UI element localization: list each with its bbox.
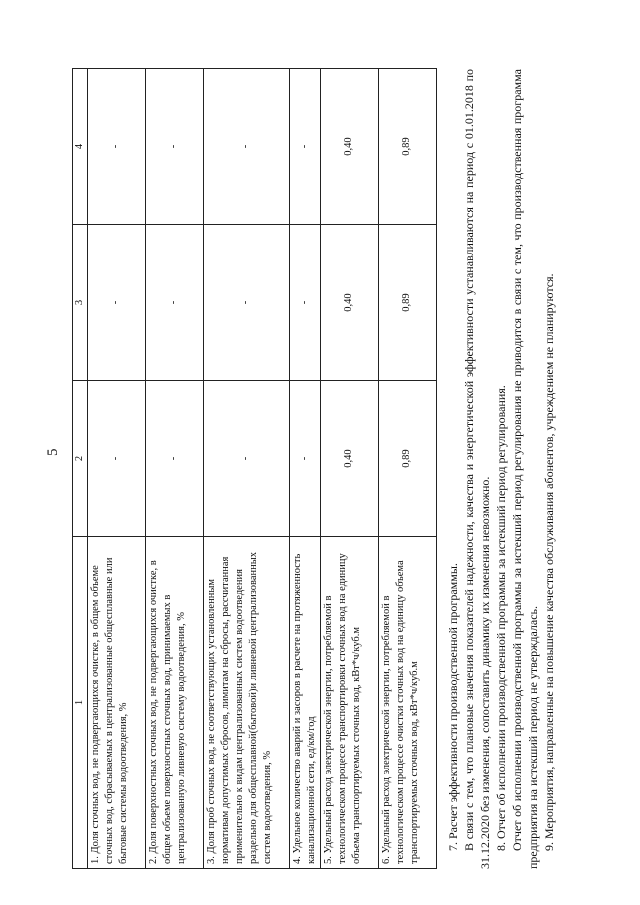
indicators-table — [72, 68, 437, 869]
indicator-value: 0,89 — [378, 225, 436, 381]
indicator-value: 0,40 — [320, 381, 378, 537]
section-8-title: 8. Отчет об исполнении производственной программы за истекший период регулирования. — [494, 385, 508, 851]
indicator-name: 2. Доля поверхностных сточных вод, не подвергающихся очистке, в общем объеме поверхностных сточных вод, принимаемых в централизованную ливневую систему водоотведения, % — [145, 537, 203, 869]
table-row — [203, 69, 289, 869]
indicator-value: - — [145, 69, 203, 225]
indicator-name: 5. Удельный расход электрической энергии, потребляемой в технологическом процессе транспортировки сточных вод на единицу объема транспортируемых сточных вод, кВт*ч/куб.м — [320, 537, 378, 869]
table-row — [320, 69, 378, 869]
body-text — [445, 69, 557, 869]
section-9-body: 9. Мероприятия, направленные на повышение качества обслуживания абонентов, учреждением не планируются. — [542, 273, 556, 851]
table-header-cell: 1 — [73, 537, 88, 869]
indicator-value: 0,40 — [320, 69, 378, 225]
indicator-name: 1. Доля сточных вод, не подвергающихся очистке, в общем объеме сточных вод, сбрасываемых в централизованные общесплавные или бытовые системы водоотведения, % — [87, 537, 145, 869]
indicator-value: - — [87, 381, 145, 537]
rotated-content — [40, 29, 620, 869]
indicator-name: 3. Доля проб сточных вод, не соответствующих установленным нормативам допустимых сбросов, лимитам на сбросы, рассчитанная применительно к видам централизованных систем водоотведения раздельно для общесплавной(бытовой)и ливневой централизованных систем водоотведения, % — [203, 537, 289, 869]
indicator-value: 0,89 — [378, 381, 436, 537]
table-row — [378, 69, 436, 869]
indicator-value: - — [145, 381, 203, 537]
section-7-title: 7. Расчет эффективности производственной программы. — [446, 563, 460, 851]
indicator-name: 6. Удельный расход электрической энергии, потребляемой в технологическом процессе очистки сточных вод на единицу объема транспортируемых сточных вод, кВт*ч/куб.м — [378, 537, 436, 869]
indicator-value: - — [87, 69, 145, 225]
table-row — [145, 69, 203, 869]
section-7-body: В связи с тем, что плановые значения показателей надежности, качества и энергетической эффективности устанавливаются на период с 01.01.2018 по 31.12.2020 без изменения, сопоставить динамику их изменения невозможно. — [462, 69, 492, 869]
indicator-value: - — [203, 69, 289, 225]
indicator-name: 4. Удельное количество аварий и засоров в расчете на протяженность канализационной сети, ед/км/год — [289, 537, 320, 869]
indicator-value: 0,89 — [378, 69, 436, 225]
table-header-row — [73, 69, 88, 869]
indicator-value: - — [289, 381, 320, 537]
table-row — [87, 69, 145, 869]
page-number: 5 — [45, 448, 61, 456]
indicator-value: 0,40 — [320, 225, 378, 381]
section-8-body: Отчет об исполнении производственной программы за истекший период регулирования не приводится в связи с тем, что производственная программа предприятия на истекший период не утверждалась. — [510, 69, 540, 869]
indicator-value: - — [203, 225, 289, 381]
table-header-cell: 3 — [73, 225, 88, 381]
indicator-value: - — [87, 225, 145, 381]
indicator-value: - — [289, 69, 320, 225]
table-row — [289, 69, 320, 869]
indicator-value: - — [289, 225, 320, 381]
table-header-cell: 4 — [73, 69, 88, 225]
indicator-value: - — [145, 225, 203, 381]
table-header-cell: 2 — [73, 381, 88, 537]
indicator-value: - — [203, 381, 289, 537]
